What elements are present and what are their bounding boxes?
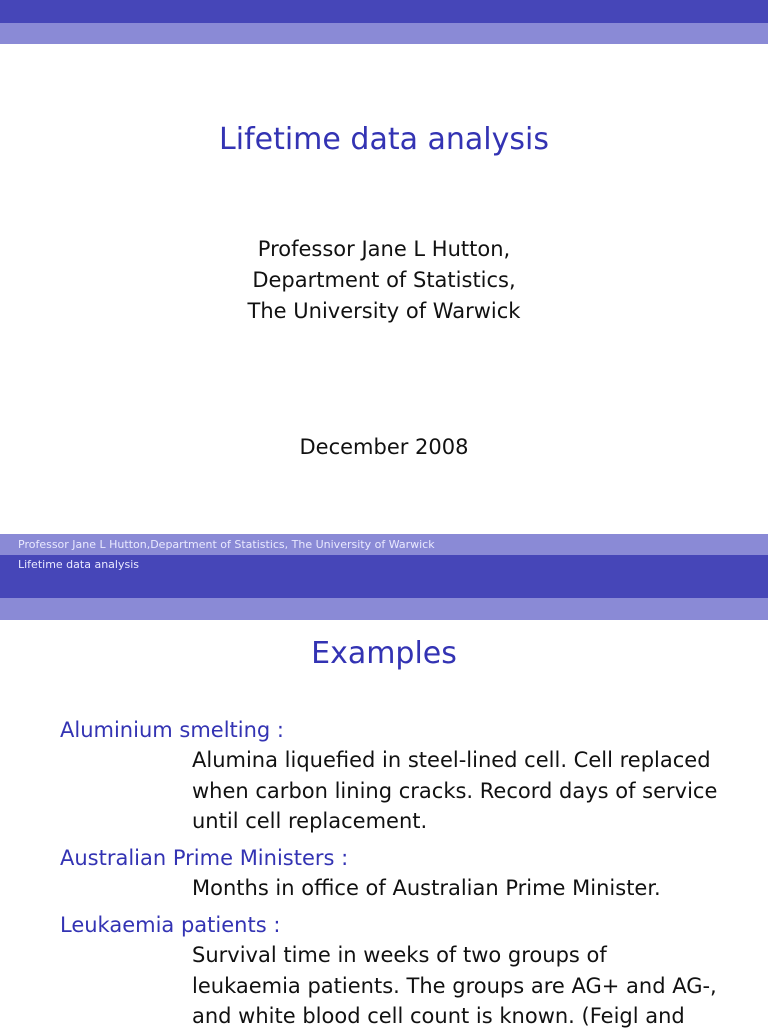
example-term-text: Australian Prime Ministers	[60, 846, 335, 870]
slide1-header-bar	[0, 0, 768, 23]
footer-author-text: Professor Jane L Hutton,Department of Statistics, The University of Warwick	[18, 538, 435, 551]
example-item-aluminium	[60, 715, 740, 837]
example-item-leukaemia	[60, 910, 740, 1032]
example-term-separator: :	[334, 846, 349, 870]
author-name: Professor Jane L Hutton,	[257, 237, 511, 261]
example-term	[60, 910, 740, 940]
example-term-separator: :	[270, 718, 285, 742]
example-description: Months in office of Australian Prime Minister.	[192, 876, 661, 900]
slide2-header-bar	[0, 577, 768, 598]
example-term-separator: :	[266, 913, 281, 937]
author-university: The University of Warwick	[247, 299, 521, 323]
slide2-header-subbar	[0, 598, 768, 620]
frame-title: Examples	[311, 636, 457, 671]
footer-title-text: Lifetime data analysis	[18, 558, 139, 571]
author-department: Department of Statistics,	[252, 268, 516, 292]
example-term-text: Aluminium smelting	[60, 718, 271, 742]
slide-title: Lifetime data analysis	[219, 122, 549, 157]
example-term	[60, 715, 740, 745]
example-description: Alumina liquefied in steel-lined cell. Cell replaced when carbon lining cracks. Record days of service until cell replacement.	[192, 748, 718, 833]
example-term-text: Leukaemia patients	[60, 913, 267, 937]
example-description: Survival time in weeks of two groups of leukaemia patients. The groups are AG+ and AG-, and white blood cell count is known. (Feigl and	[192, 943, 717, 1028]
example-item-prime-ministers	[60, 843, 740, 904]
author-block	[0, 234, 768, 327]
example-term	[60, 843, 740, 873]
presentation-date: December 2008	[299, 435, 469, 459]
slide1-header-subbar	[0, 23, 768, 44]
